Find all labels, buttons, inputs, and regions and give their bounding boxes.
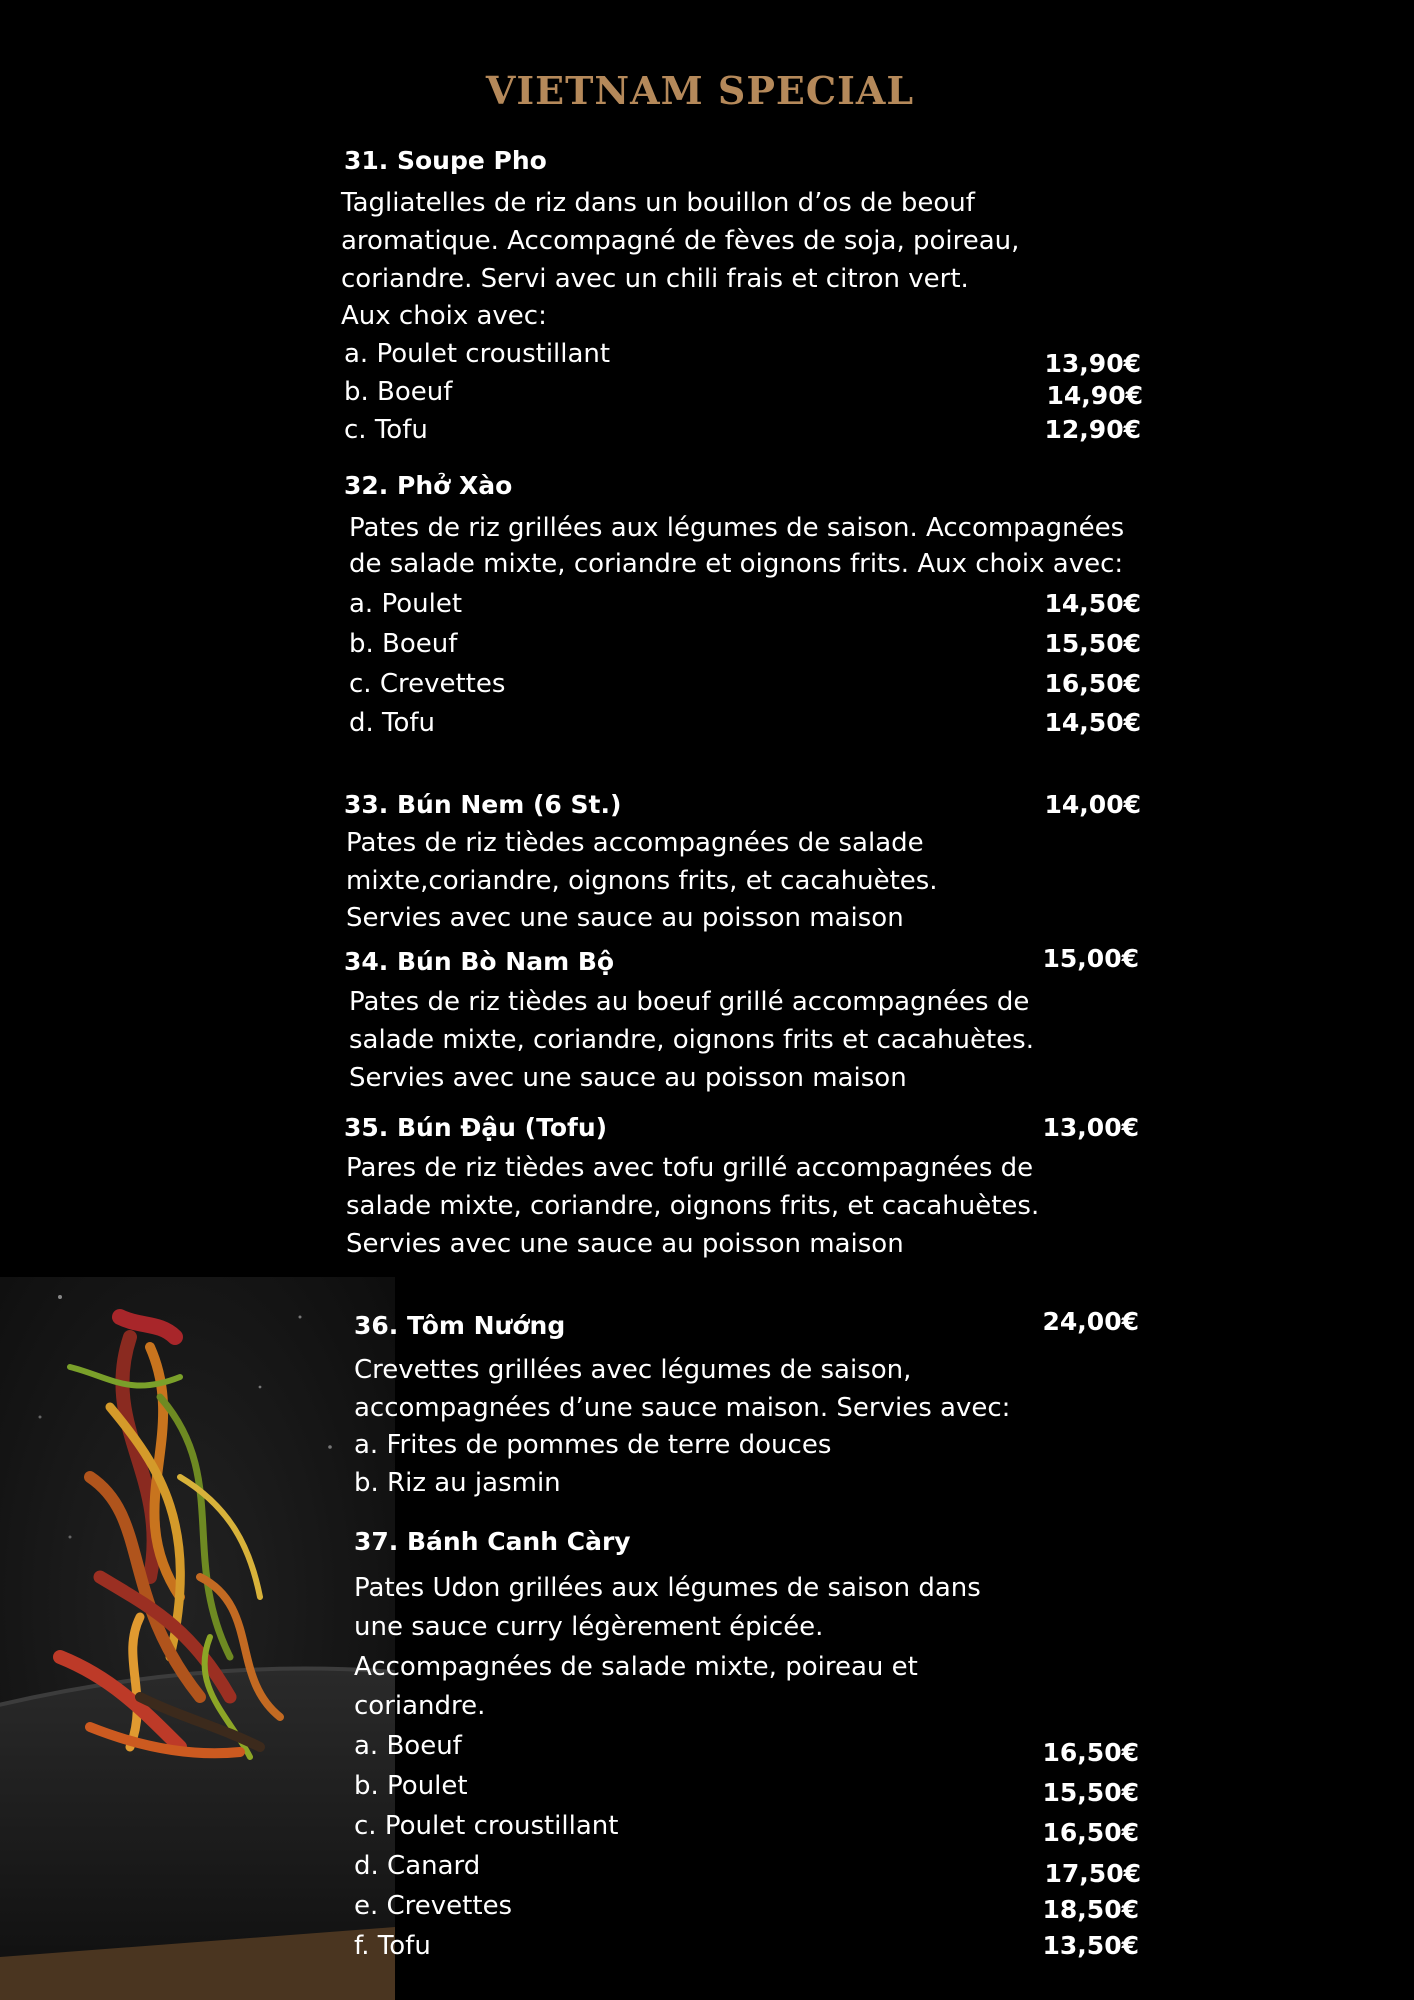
menu-item-heading: 36. Tôm Nướng (354, 1311, 566, 1340)
menu-item-description-line: Aux choix avec: (341, 301, 547, 331)
menu-item-description-line: Pates de riz tièdes accompagnées de salade (346, 828, 924, 858)
menu-item-description-line: b. Riz au jasmin (354, 1468, 561, 1498)
menu-option-label: e. Crevettes (354, 1891, 513, 1921)
menu-option-label: b. Poulet (354, 1771, 468, 1801)
menu-item-price: 13,00€ (1042, 1113, 1139, 1142)
menu-item-description-line: une sauce curry légèrement épicée. (354, 1612, 824, 1642)
menu-item-heading: 31. Soupe Pho (344, 146, 547, 175)
menu-title: VIETNAM SPECIAL (485, 68, 915, 113)
menu-item-description-line: Servies avec une sauce au poisson maison (346, 1229, 904, 1259)
menu-item-description-line: Pates Udon grillées aux légumes de saison dans (354, 1573, 981, 1603)
menu-item-description-line: de salade mixte, coriandre et oignons frits. Aux choix avec: (349, 549, 1124, 579)
menu-item-heading: 35. Bún Đậu (Tofu) (344, 1113, 608, 1142)
menu-item-description-line: mixte,coriandre, oignons frits, et cacahuètes. (346, 866, 938, 896)
menu-item-description-line: aromatique. Accompagné de fèves de soja, poireau, (341, 226, 1020, 256)
menu-item-heading: 32. Phở Xào (344, 471, 513, 500)
menu-item-price: 15,00€ (1042, 944, 1139, 973)
menu-option-price: 15,50€ (1042, 1778, 1139, 1807)
food-photo (0, 1277, 395, 2000)
menu-item-description-line: accompagnées d’une sauce maison. Servies avec: (354, 1393, 1011, 1423)
menu-option-price: 16,50€ (1042, 1818, 1139, 1847)
menu-item-price: 14,00€ (1044, 790, 1141, 819)
menu-option-label: f. Tofu (354, 1931, 431, 1961)
menu-item-description-line: Tagliatelles de riz dans un bouillon d’os de beouf (341, 188, 975, 218)
menu-option-price: 14,50€ (1044, 589, 1141, 618)
menu-option-label: d. Tofu (349, 708, 436, 738)
menu-option-label: a. Poulet croustillant (344, 339, 611, 369)
menu-option-price: 14,50€ (1044, 708, 1141, 737)
menu-item-description-line: Pates de riz tièdes au boeuf grillé accompagnées de (349, 987, 1030, 1017)
menu-item-description-line: Pares de riz tièdes avec tofu grillé accompagnées de (346, 1153, 1034, 1183)
menu-option-price: 17,50€ (1044, 1859, 1141, 1888)
menu-item-description-line: salade mixte, coriandre, oignons frits et cacahuètes. (349, 1025, 1034, 1055)
menu-item-heading: 37. Bánh Canh Càry (354, 1527, 631, 1556)
menu-item-heading: 34. Bún Bò Nam Bộ (344, 947, 615, 976)
menu-option-label: d. Canard (354, 1851, 481, 1881)
menu-option-price: 16,50€ (1042, 1738, 1139, 1767)
menu-item-description-line: Crevettes grillées avec légumes de saison, (354, 1355, 912, 1385)
menu-item-description-line: salade mixte, coriandre, oignons frits, et cacahuètes. (346, 1191, 1040, 1221)
menu-item-description-line: Pates de riz grillées aux légumes de saison. Accompagnées (349, 513, 1125, 543)
menu-item-description-line: Accompagnées de salade mixte, poireau et (354, 1652, 918, 1682)
menu-option-label: b. Boeuf (349, 629, 458, 659)
menu-item-description-line: coriandre. Servi avec un chili frais et citron vert. (341, 264, 969, 294)
menu-option-label: a. Boeuf (354, 1731, 462, 1761)
stir-fry-noodles-image (0, 1277, 395, 2000)
menu-option-label: c. Tofu (344, 415, 428, 445)
menu-option-price: 13,90€ (1044, 349, 1141, 378)
menu-option-label: c. Crevettes (349, 669, 506, 699)
menu-option-price: 16,50€ (1044, 669, 1141, 698)
menu-option-label: c. Poulet croustillant (354, 1811, 619, 1841)
menu-item-heading: 33. Bún Nem (6 St.) (344, 790, 622, 819)
menu-option-price: 13,50€ (1042, 1931, 1139, 1960)
menu-option-price: 18,50€ (1042, 1895, 1139, 1924)
menu-option-price: 14,90€ (1046, 381, 1143, 410)
menu-item-description-line: Servies avec une sauce au poisson maison (349, 1063, 907, 1093)
menu-item-price: 24,00€ (1042, 1307, 1139, 1336)
menu-item-description-line: Servies avec une sauce au poisson maison (346, 903, 904, 933)
menu-item-description-line: a. Frites de pommes de terre douces (354, 1430, 832, 1460)
menu-option-price: 12,90€ (1044, 415, 1141, 444)
menu-option-label: a. Poulet (349, 589, 463, 619)
menu-option-label: b. Boeuf (344, 377, 453, 407)
menu-item-description-line: coriandre. (354, 1691, 486, 1721)
menu-option-price: 15,50€ (1044, 629, 1141, 658)
